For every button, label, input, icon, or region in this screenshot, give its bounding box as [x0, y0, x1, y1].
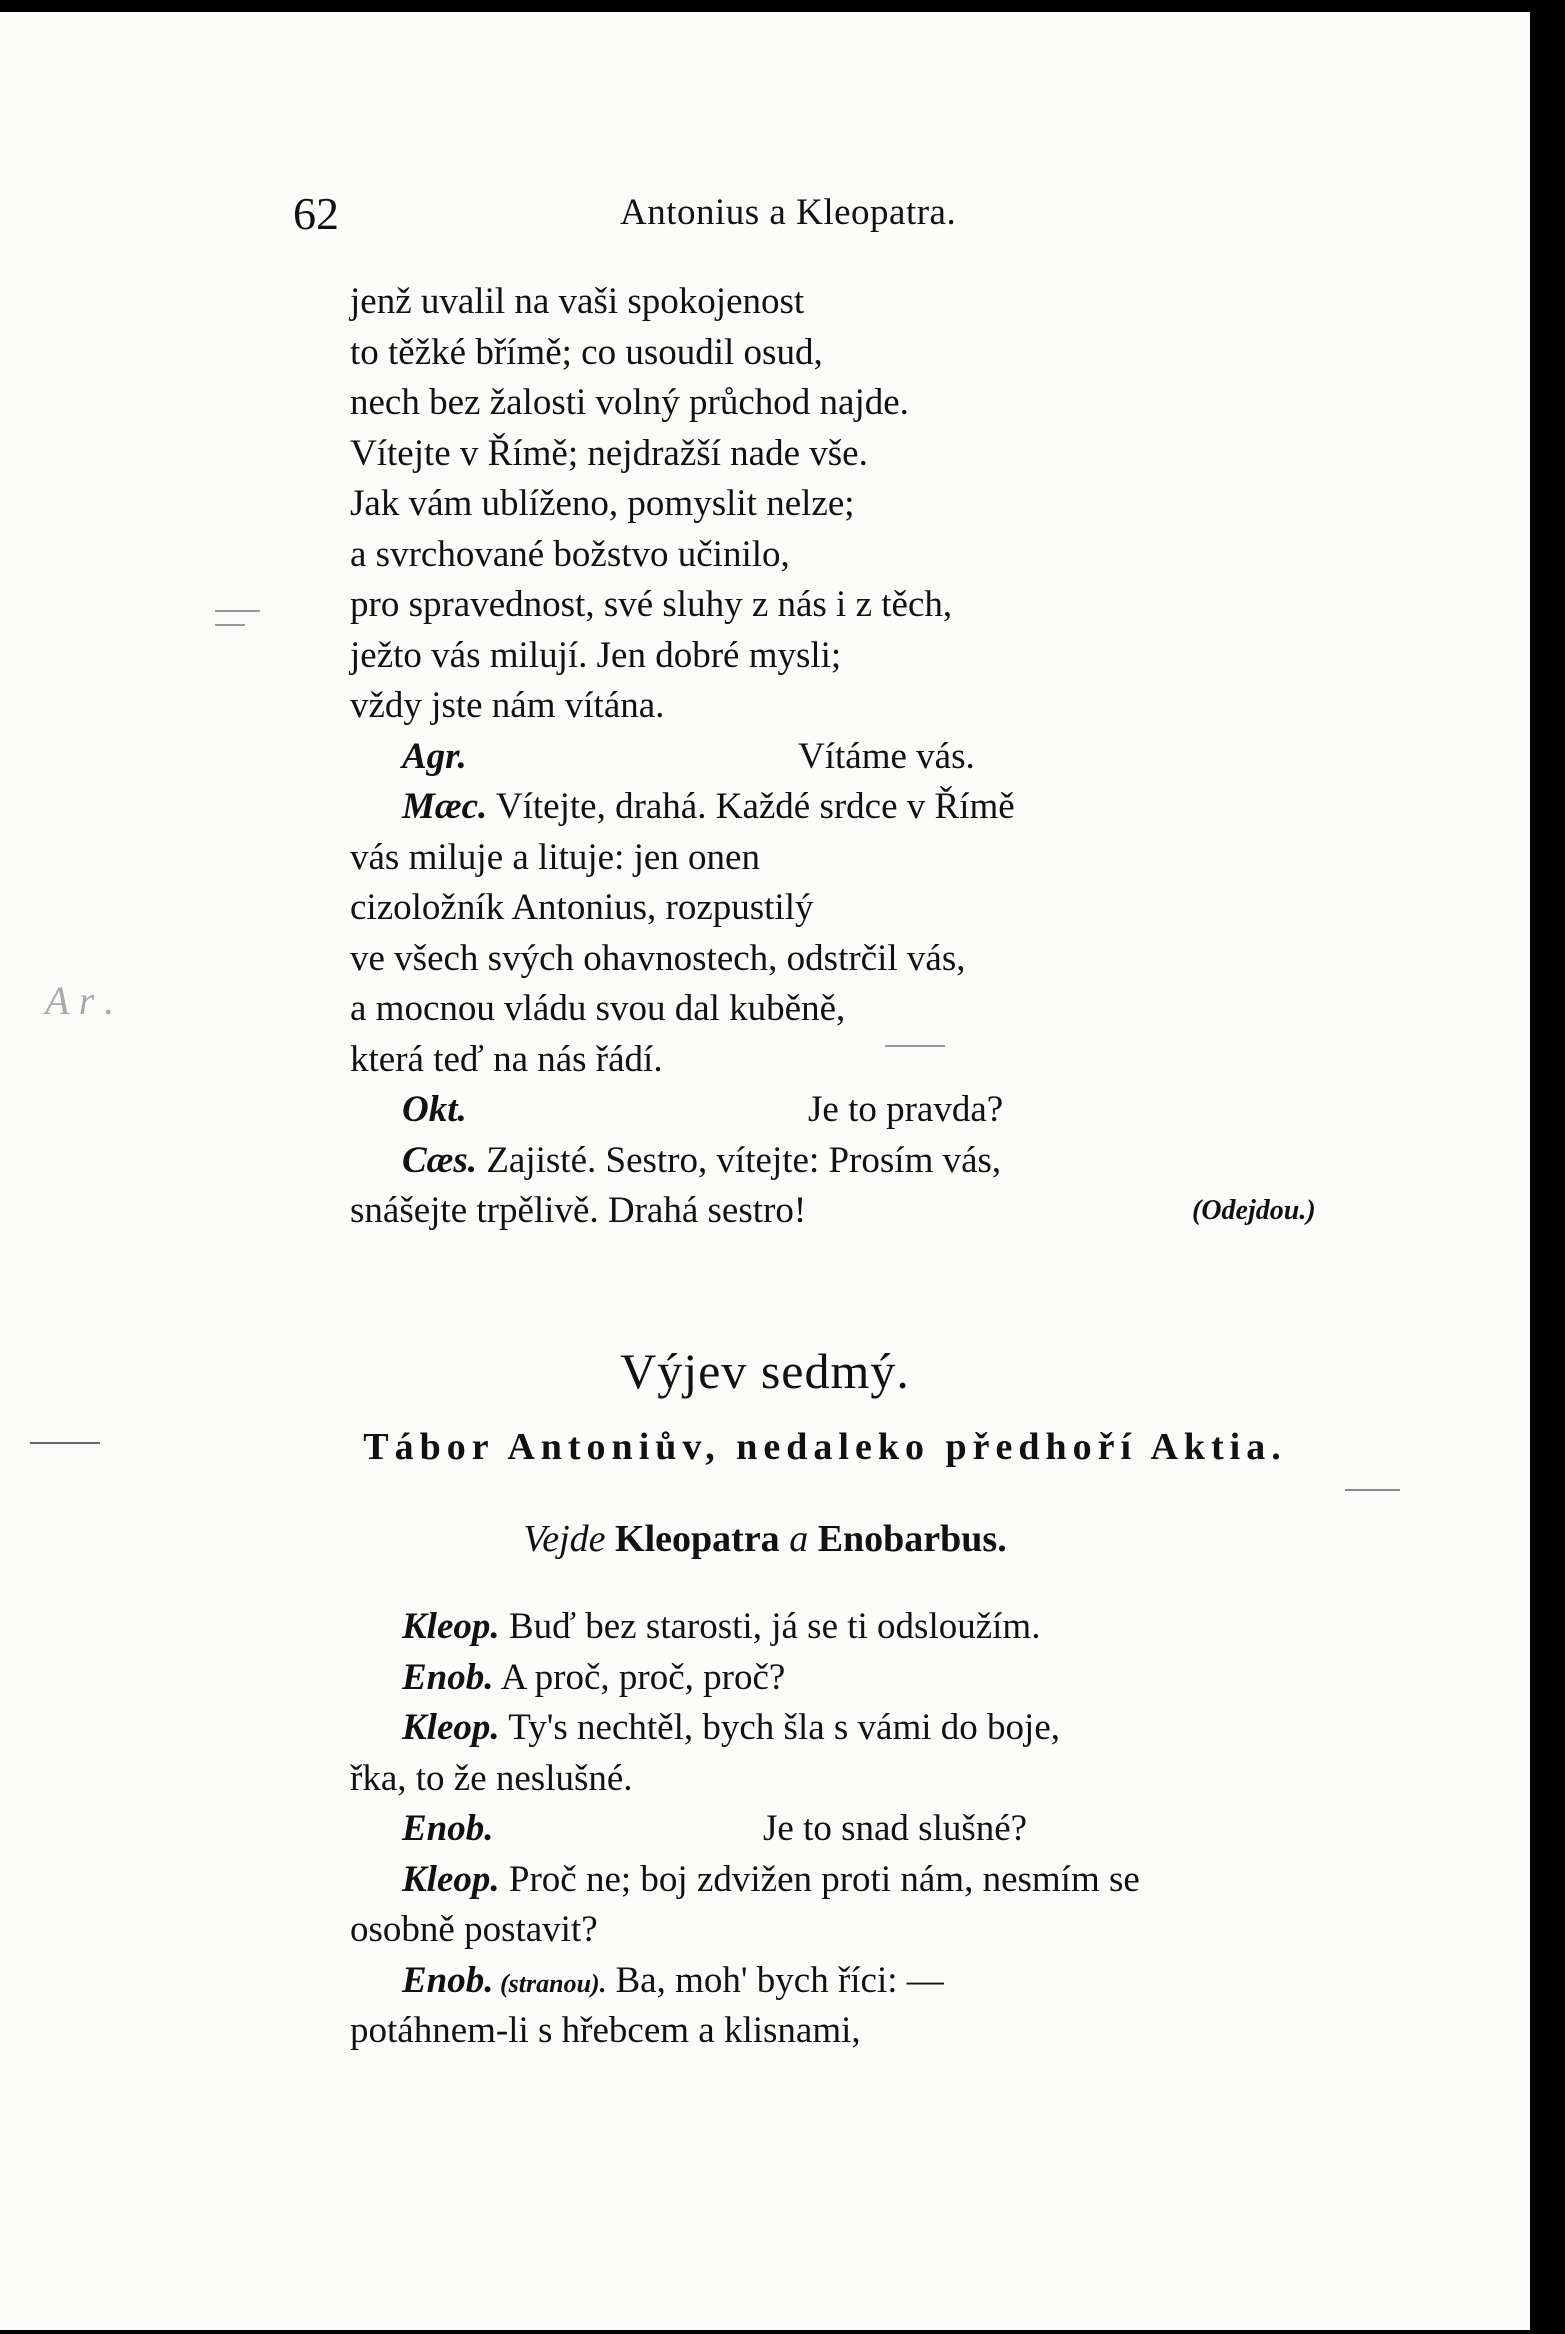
- underline-mark: [885, 1045, 945, 1047]
- speaker-name: Enob.: [402, 1808, 494, 1849]
- stage-direction-aside: (stranou).: [493, 1968, 607, 1998]
- scene-entrance-direction: Vejde Kleopatra a Enobarbus.: [523, 1518, 1007, 1560]
- verse-line: která teď na nás řádí.: [350, 1038, 663, 1080]
- verse-line: řka, to že neslušné.: [350, 1757, 633, 1799]
- speaker-name: Okt.: [402, 1089, 467, 1130]
- verse-block-2: [350, 1602, 1380, 2057]
- verse-line: ježto vás milují. Jen dobré mysli;: [350, 634, 842, 676]
- speaker-name: Enob.: [402, 1959, 494, 2001]
- speech-text: Proč ne; boj zdvižen proti nám, nesmím se: [499, 1858, 1140, 1900]
- margin-dash: [30, 1442, 100, 1444]
- verse-line: vždy jste nám vítána.: [350, 685, 665, 726]
- scene-title: Výjev sedmý.: [620, 1343, 910, 1399]
- speech-text: Buď bez starosti, já se ti odsloužím.: [499, 1606, 1041, 1647]
- speech-line: [350, 1956, 1380, 2007]
- verse-line: jenž uvalil na vaši spokojenost: [350, 281, 805, 322]
- verse-line: Jak vám ublíženo, pomyslit nelze;: [350, 483, 855, 524]
- page-header: [0, 187, 1530, 247]
- speaker-name: Kleop.: [402, 1858, 500, 1900]
- speech-text: Je to pravda?: [808, 1089, 1004, 1130]
- verse-line: potáhnem-li s hřebcem a klisnami,: [350, 2010, 861, 2051]
- speech-line: [350, 732, 1370, 783]
- margin-dash: [215, 610, 260, 612]
- running-head: Antonius a Kleopatra.: [620, 192, 957, 233]
- speech-line: [350, 1653, 1380, 1704]
- stage-direction-exit: (Odejdou.): [1192, 1195, 1316, 1226]
- speech-text: Vítejte, drahá. Každé srdce v Římě: [487, 786, 1015, 827]
- page-number: 62: [293, 188, 339, 239]
- verse-line: Vítejte v Římě; nejdražší nade vše.: [350, 432, 868, 474]
- verse-line: a mocnou vládu svou dal kuběně,: [350, 988, 846, 1029]
- speaker-name: Enob.: [402, 1656, 494, 1698]
- book-page: [0, 12, 1530, 2330]
- verse-line: to těžké břímě; co usoudil osud,: [350, 331, 823, 373]
- speaker-name: Kleop.: [402, 1606, 500, 1647]
- verse-line: cizoložník Antonius, rozpustilý: [350, 887, 814, 928]
- verse-line: pro spravednost, své sluhy z nás i z těch,: [350, 584, 953, 625]
- verse-line: a svrchované božstvo učinilo,: [350, 533, 790, 575]
- speech-text: Je to snad slušné?: [763, 1808, 1028, 1849]
- speech-line: [350, 1136, 1370, 1187]
- speaker-name: Cæs.: [402, 1139, 478, 1181]
- speaker-name: Agr.: [402, 735, 467, 777]
- verse-line: nech bez žalosti volný průchod najde.: [350, 382, 909, 423]
- verse-line: osobně postavit?: [350, 1909, 598, 1950]
- speech-line: [350, 1085, 1370, 1136]
- speech-text: Zajisté. Sestro, vítejte: Prosím vás,: [477, 1139, 1002, 1181]
- margin-pencil-note: A r .: [45, 978, 115, 1023]
- verse-block-1: [350, 277, 1370, 1237]
- underline-mark: [1345, 1489, 1400, 1491]
- speech-line: [350, 782, 1370, 833]
- speech-text: Vítáme vás.: [798, 735, 975, 777]
- margin-dash: [215, 624, 245, 626]
- scene-place: Tábor Antoniův, nedaleko předhoří Aktia.: [363, 1426, 1287, 1468]
- verse-line: snášejte trpělivě. Drahá sestro! (Odejdou.): [350, 1186, 1370, 1237]
- verse-line: vás miluje a lituje: jen onen: [350, 836, 760, 878]
- speaker-name: Kleop.: [402, 1707, 500, 1748]
- speech-text: Ty's nechtěl, bych šla s vámi do boje,: [499, 1707, 1060, 1748]
- speaker-name: Mæc.: [402, 786, 488, 827]
- speech-line: [350, 1804, 1380, 1855]
- speech-line: [350, 1855, 1380, 1906]
- speech-text: A proč, proč, proč?: [493, 1656, 786, 1698]
- speech-line: [350, 1703, 1380, 1754]
- verse-line: ve všech svých ohavnostech, odstrčil vás,: [350, 937, 966, 979]
- speech-text: Ba, moh' bych říci: —: [606, 1959, 944, 2001]
- speech-line: [350, 1602, 1380, 1653]
